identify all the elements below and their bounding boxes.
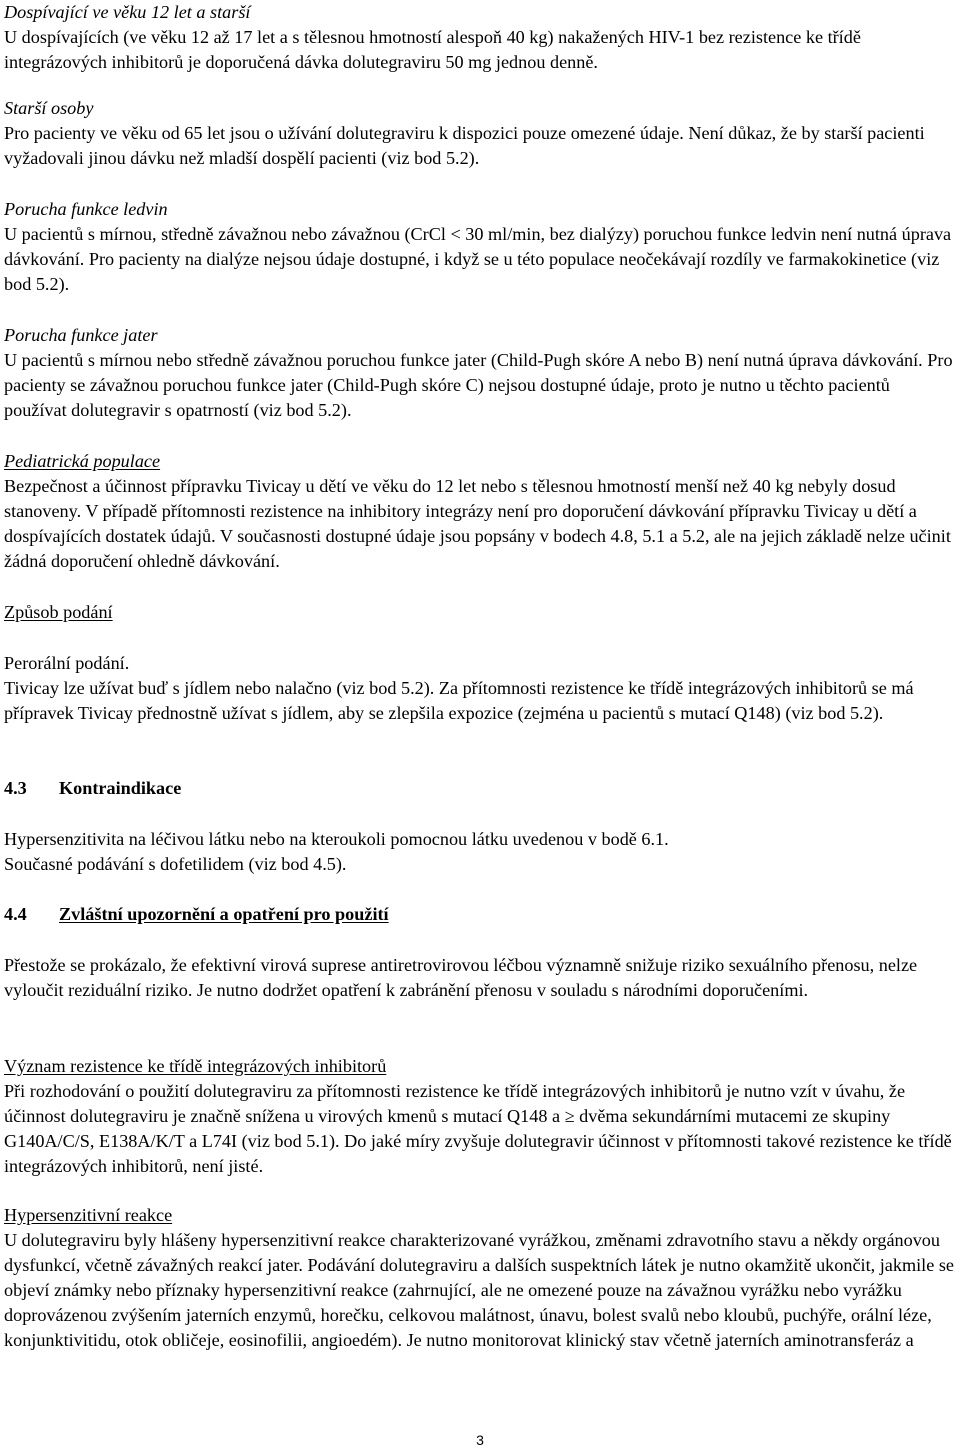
contraindication-line: Hypersenzitivita na léčivou látku nebo na kteroukoli pomocnou látku uvedenou v bodě 6.1. bbox=[4, 829, 669, 849]
section-4-3-heading bbox=[4, 776, 181, 801]
administration-body bbox=[4, 651, 954, 726]
section-title: Kontraindikace bbox=[59, 778, 182, 798]
elderly-section bbox=[4, 96, 954, 171]
adolescents-text: U dospívajících (ve věku 12 až 17 let a s tělesnou hmotností alespoň 40 kg) nakažených HIV-1 bez rezistence ke třídě integrázových inhibitorů je doporučená dávka dolutegraviru 50 mg jednou denně. bbox=[4, 27, 861, 72]
hypersensitivity-heading: Hypersenzitivní reakce bbox=[4, 1205, 173, 1225]
warnings-intro bbox=[4, 953, 954, 1003]
administration-line: Perorální podání. bbox=[4, 653, 130, 673]
hypersensitivity-text: U dolutegraviru byly hlášeny hypersenzitivní reakce charakterizované vyrážkou, změnami zdravotního stavu a někdy orgánovou dysfunkcí, včetně závažných reakcí jater. Podávání dolutegraviru a dalších suspektních látek je nutno okamžitě ukončit, jakmile se objeví známky nebo příznaky hypersenzitivní reakce (zahrnující, ale ne omezené pouze na závažnou vyrážku nebo vyrážku doprovázenou zvýšením jaterních enzymů, horečku, celkovou malátnost, únavu, bolest svalů nebo kloubů, puchýře, orální léze, konjunktivitidu, otok obličeje, eosinofilii, angioedém). Je nutno monitorovat klinický stav včetně jaterních aminotransferáz a bbox=[4, 1230, 954, 1350]
elderly-heading: Starší osoby bbox=[4, 98, 94, 118]
administration-heading: Způsob podání bbox=[4, 602, 113, 622]
section-4-4-heading bbox=[4, 902, 389, 927]
section-number: 4.3 bbox=[4, 778, 27, 798]
hepatic-heading: Porucha funkce jater bbox=[4, 325, 158, 345]
adolescents-section bbox=[4, 0, 954, 75]
renal-heading: Porucha funkce ledvin bbox=[4, 199, 168, 219]
pediatric-section bbox=[4, 449, 954, 574]
renal-text: U pacientů s mírnou, středně závažnou nebo závažnou (CrCl < 30 ml/min, bez dialýzy) poruchou funkce ledvin není nutná úprava dávkování. Pro pacienty na dialýze nejsou údaje dostupné, i když se u této populace neočekávají rozdíly ve farmakokinetice (viz bod 5.2). bbox=[4, 224, 952, 294]
hypersensitivity-section bbox=[4, 1203, 954, 1353]
section-number: 4.4 bbox=[4, 904, 27, 924]
hepatic-text: U pacientů s mírnou nebo středně závažnou poruchou funkce jater (Child-Pugh skóre A nebo B) není nutná úprava dávkování. Pro pacienty se závažnou poruchou funkce jater (Child-Pugh skóre C) nejsou dostupné údaje, proto je nutno u těchto pacientů používat dolutegravir s opatrností (viz bod 5.2). bbox=[4, 350, 953, 420]
warnings-intro-text: Přestože se prokázalo, že efektivní virová suprese antiretrovirovou léčbou významně snižuje riziko sexuálního přenosu, nelze vyloučit reziduální riziko. Je nutno dodržet opatření k zabránění přenosu v souladu s národními doporučeními. bbox=[4, 955, 918, 1000]
pediatric-heading: Pediatrická populace bbox=[4, 451, 161, 471]
resistance-section bbox=[4, 1054, 954, 1179]
administration-text: Tivicay lze užívat buď s jídlem nebo nalačno (viz bod 5.2). Za přítomnosti rezistence ke třídě integrázových inhibitorů se má přípravek Tivicay přednostně užívat s jídlem, aby se zlepšila expozice (zejména u pacientů s mutací Q148) (viz bod 5.2). bbox=[4, 678, 914, 723]
elderly-text: Pro pacienty ve věku od 65 let jsou o užívání dolutegraviru k dispozici pouze omezené údaje. Není důkaz, že by starší pacienti vyžadovali jinou dávku než mladší dospělí pacienti (viz bod 5.2). bbox=[4, 123, 925, 168]
adolescents-heading: Dospívající ve věku 12 let a starší bbox=[4, 2, 251, 22]
renal-section bbox=[4, 197, 954, 297]
pediatric-text: Bezpečnost a účinnost přípravku Tivicay u dětí ve věku do 12 let nebo s tělesnou hmotností menší než 40 kg nebyly dosud stanoveny. V případě přítomnosti rezistence na inhibitory integrázy není pro doporučení dávkování přípravku Tivicay u dětí a dospívajících dostatek údajů. V současnosti dostupné údaje jsou popsány v bodech 4.8, 5.1 a 5.2, ale na jejich základě nelze učinit žádná doporučení ohledně dávkování. bbox=[4, 476, 951, 571]
hepatic-section bbox=[4, 323, 954, 423]
resistance-text: Při rozhodování o použití dolutegraviru za přítomnosti rezistence ke třídě integrázových inhibitorů je nutno vzít v úvahu, že účinnost dolutegraviru je značně snížena u virových kmenů s mutací Q148 a ≥ dvěma sekundárními mutacemi ze skupiny G140A/C/S, E138A/K/T a L74I (viz bod 5.1). Do jaké míry zvyšuje dolutegravir účinnost v přítomnosti takové rezistence ke třídě integrázových inhibitorů, není jisté. bbox=[4, 1081, 952, 1176]
resistance-heading: Význam rezistence ke třídě integrázových inhibitorů bbox=[4, 1056, 387, 1076]
page-number: 3 bbox=[476, 1432, 484, 1448]
section-title: Zvláštní upozornění a opatření pro použití bbox=[59, 904, 389, 924]
contraindication-line: Současné podávání s dofetilidem (viz bod 4.5). bbox=[4, 854, 347, 874]
administration-section bbox=[4, 600, 113, 625]
contraindications-body bbox=[4, 827, 669, 877]
